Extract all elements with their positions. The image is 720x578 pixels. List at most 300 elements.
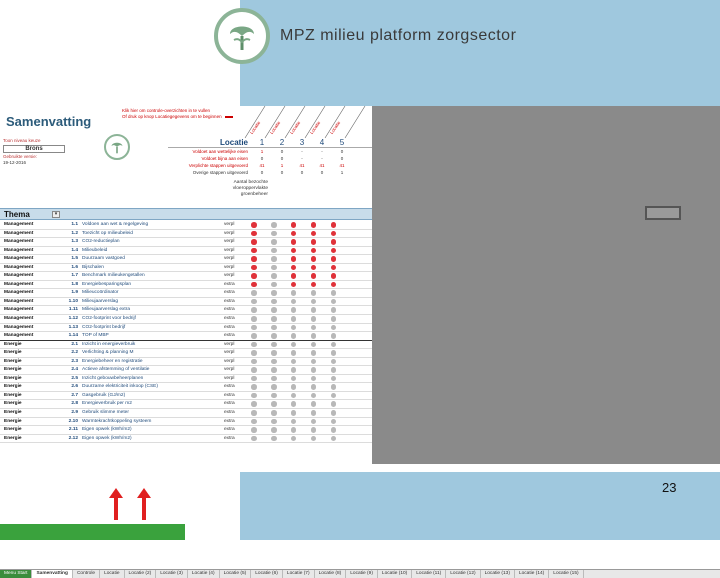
red-status-dot-icon [251,248,257,254]
row-number: 1.14 [68,333,78,339]
gray-status-dot-icon [331,290,337,296]
row-type: extra [224,281,235,287]
status-dots [244,222,343,228]
gray-status-dot-icon [311,393,317,399]
status-dots [244,290,343,296]
sheet-tab[interactable]: Locatie (14) [515,570,549,578]
gray-status-dot-icon [311,419,317,425]
row-type: verpl [224,367,235,373]
status-dots [244,333,343,339]
row-type: extra [224,410,235,416]
row-description[interactable]: Milieubeleid [82,247,108,253]
gray-status-dot-icon [271,325,277,331]
red-note [122,108,262,120]
sheet-tab[interactable]: Menu Start [0,570,32,578]
red-dash-icon [225,116,233,118]
status-dots [244,265,343,271]
row-description[interactable]: Benchmark milieukengetallen [82,273,145,279]
gray-status-dot-icon [251,436,257,442]
left-meta [3,138,65,166]
sheet-logo-icon [104,134,130,160]
status-dots [244,436,343,442]
row-number: 2.4 [71,367,78,373]
row-thema: Management [4,222,34,227]
sheet-tab[interactable]: Locatie (7) [283,570,315,578]
sheet-tab[interactable]: Locatie (2) [125,570,157,578]
sheet-tab[interactable]: Controle [73,570,100,578]
gray-status-dot-icon [251,333,257,339]
diagonal-lines [245,106,370,138]
diag-header-2: Locatie [268,120,282,135]
gray-status-dot-icon [271,248,277,254]
gray-status-dot-icon [291,410,297,416]
row-type: extra [224,324,235,330]
table-row[interactable] [0,409,372,418]
status-label: Voldoet bijna aan eisen [201,156,248,161]
status-dots [244,393,343,399]
red-status-dot-icon [311,248,317,254]
gray-status-dot-icon [291,290,297,296]
red-status-dot-icon [311,231,317,237]
table-row[interactable] [0,366,372,375]
mpz-tree-logo-icon [214,8,270,64]
row-thema: Management [4,307,34,313]
row-thema: Management [4,239,34,245]
table-row[interactable] [0,341,372,350]
row-thema: Energie [4,401,22,407]
status-row [168,148,372,155]
row-description[interactable]: Voldoen aan wet & regelgeving [82,222,149,227]
red-status-dot-icon [251,282,257,288]
row-type: verpl [224,375,235,381]
sheet-tab[interactable]: Locatie (9) [346,570,378,578]
row-type: extra [224,333,235,339]
gray-status-dot-icon [311,290,317,296]
row-description[interactable]: Energiebesparingsplan [82,281,132,287]
gray-status-dot-icon [291,333,297,339]
gray-status-dot-icon [271,359,277,365]
gray-status-dot-icon [251,290,257,296]
status-dots [244,325,343,331]
gray-status-dot-icon [271,367,277,373]
table-row[interactable] [0,426,372,435]
red-status-dot-icon [311,273,317,279]
thema-header-label: Thema [4,210,30,219]
status-dots [244,427,343,433]
aantal-line: Aantal bezochte [233,180,268,185]
sheet-tab[interactable]: Locatie (12) [446,570,480,578]
gray-status-dot-icon [251,376,257,382]
sheet-gray-box [645,206,681,220]
row-number: 1.4 [71,247,78,253]
status-dots [244,282,343,288]
gray-status-dot-icon [251,299,257,305]
red-status-dot-icon [311,239,317,245]
gray-status-dot-icon [291,307,297,313]
table-row[interactable] [0,281,372,290]
filter-dropdown-icon[interactable]: ▾ [52,211,60,218]
gray-status-dot-icon [311,333,317,339]
row-type: extra [224,427,235,433]
row-type: verpl [224,256,235,262]
red-status-dot-icon [251,222,257,228]
status-dots [244,384,343,390]
gray-status-dot-icon [311,350,317,356]
gray-status-dot-icon [251,350,257,356]
row-thema: Management [4,333,34,339]
row-number: 2.3 [71,358,78,364]
row-description[interactable]: Duurzaam vastgoed [82,256,125,262]
row-thema: Energie [4,384,22,390]
row-thema: Management [4,316,34,322]
status-label: Verplichte stappen uitgevoerd [188,163,248,168]
red-status-dot-icon [331,222,337,228]
table-row[interactable] [0,358,372,367]
gray-status-dot-icon [311,436,317,442]
sheet-tab[interactable]: Locatie (10) [378,570,412,578]
gray-status-dot-icon [311,427,317,433]
row-description[interactable]: Milieucoördinator [82,290,119,296]
red-status-dot-icon [331,273,337,279]
status-value: 0 [340,156,344,161]
gray-status-dot-icon [251,410,257,416]
gray-status-dot-icon [331,359,337,365]
status-dots [244,307,343,313]
green-footer-bar [0,524,185,540]
gray-status-dot-icon [291,419,297,425]
table-row[interactable] [0,298,372,307]
gray-status-dot-icon [311,325,317,331]
red-status-dot-icon [251,273,257,279]
red-note-line2[interactable]: Of druk op knop Locatiegegevens om te beginnen [122,114,222,119]
row-type: verpl [224,239,235,245]
gray-status-dot-icon [311,376,317,382]
status-value: 0 [260,170,264,175]
red-status-dot-icon [291,256,297,262]
gray-status-dot-icon [331,350,337,356]
gray-status-dot-icon [251,325,257,331]
row-type: extra [224,435,235,441]
meta-label-level: Toon niveau keuze [3,138,41,143]
sheet-tab[interactable]: Locatie (5) [220,570,252,578]
row-description[interactable]: Actieve afstemming of ventilatie [82,367,150,373]
locatie-num: 4 [319,138,325,147]
gray-status-dot-icon [291,299,297,305]
sheet-tab[interactable]: Locatie (15) [549,570,583,578]
status-value: 0 [300,170,304,175]
row-type: verpl [224,230,235,236]
row-type: verpl [224,273,235,279]
row-description[interactable]: Duurzame elektriciteit inkoop (CSE) [82,384,158,390]
gray-status-dot-icon [251,316,257,322]
status-dots [244,367,343,373]
diag-header-1: Locatie [248,120,262,135]
red-status-dot-icon [311,222,317,228]
row-thema: Management [4,247,34,253]
locatie-row [168,138,372,148]
table-row[interactable] [0,418,372,427]
gray-status-dot-icon [331,342,337,348]
red-status-dot-icon [291,273,297,279]
gray-status-dot-icon [331,325,337,331]
gray-status-dot-icon [251,401,257,407]
status-dots [244,316,343,322]
status-block [168,148,372,176]
status-dots [244,401,343,407]
status-dots [244,350,343,356]
gray-status-dot-icon [331,299,337,305]
table-row[interactable] [0,264,372,273]
table-row[interactable] [0,230,372,239]
row-thema: Energie [4,410,22,416]
table-row[interactable] [0,435,372,444]
gray-status-dot-icon [331,419,337,425]
red-status-dot-icon [291,248,297,254]
table-row[interactable] [0,272,372,281]
gray-status-dot-icon [251,307,257,313]
row-description[interactable]: Toezicht op milieubeleid [82,230,133,236]
red-status-dot-icon [291,282,297,288]
gray-status-dot-icon [271,342,277,348]
gray-status-dot-icon [331,393,337,399]
gray-status-dot-icon [311,316,317,322]
row-description[interactable]: Milieujaarverslag extra [82,307,130,313]
row-type: extra [224,307,235,313]
table-row[interactable] [0,375,372,384]
row-thema: Energie [4,358,22,364]
gray-status-dot-icon [331,384,337,390]
row-type: verpl [224,358,235,364]
sheet-tab[interactable]: Locatie (13) [481,570,515,578]
sheet-tab[interactable]: Locatie (4) [188,570,220,578]
row-description[interactable]: Energiebeheer en registratie [82,358,143,364]
table-row[interactable] [0,289,372,298]
row-thema: Energie [4,418,22,424]
gray-status-dot-icon [271,316,277,322]
table-row[interactable] [0,247,372,256]
row-thema: Management [4,324,34,330]
row-description[interactable]: Verlichting & planning M [82,350,134,356]
row-number: 2.9 [71,410,78,416]
gray-status-dot-icon [311,359,317,365]
gray-status-dot-icon [291,376,297,382]
table-row[interactable] [0,332,372,341]
gray-status-dot-icon [271,410,277,416]
status-dots [244,410,343,416]
row-type: verpl [224,264,235,270]
diag-header-5: Locatie [328,120,342,135]
gray-status-dot-icon [271,256,277,262]
gray-status-dot-icon [271,384,277,390]
row-description[interactable]: CO2-footprint bedrijf [82,324,126,330]
gray-status-dot-icon [271,222,277,228]
gray-status-dot-icon [331,427,337,433]
diag-header-3: Locatie [288,120,302,135]
row-type: extra [224,392,235,398]
gray-status-dot-icon [291,393,297,399]
gray-status-dot-icon [271,307,277,313]
red-status-dot-icon [291,222,297,228]
status-row [168,162,372,169]
row-description[interactable]: Energieverbruik per m2 [82,401,132,407]
gray-status-dot-icon [251,427,257,433]
sheet-tab[interactable]: Samenvatting [32,570,72,578]
gray-status-dot-icon [291,316,297,322]
row-number: 1.10 [68,298,78,304]
row-description[interactable]: Gasgebruik (GJ/m2) [82,392,126,398]
gray-status-dot-icon [311,299,317,305]
row-description[interactable]: Inzicht gebouwbeheerplanen [82,375,144,381]
status-value: 1 [280,163,284,168]
gray-status-dot-icon [331,333,337,339]
row-description[interactable]: Eigen opwek (kWh/m2) [82,427,132,433]
row-description[interactable]: Warmtekrachtkoppeling systeem [82,418,152,424]
row-description[interactable]: Inzicht in energieverbruik [82,341,136,347]
gray-status-dot-icon [291,367,297,373]
row-type: verpl [224,222,235,227]
red-note-line1[interactable]: Klik hier om controle-overzichten in te vullen [122,108,211,113]
row-description[interactable]: CO2-footprint voor bedrijf [82,316,136,322]
gray-status-dot-icon [271,265,277,271]
status-value: 1 [340,170,344,175]
row-description[interactable]: Bijschalen [82,264,104,270]
gray-status-dot-icon [271,239,277,245]
red-status-dot-icon [251,231,257,237]
status-value: 41 [259,163,265,168]
row-thema: Management [4,256,34,262]
gray-status-dot-icon [311,367,317,373]
row-type: extra [224,384,235,390]
row-thema: Energie [4,341,22,347]
status-value: 0 [280,156,284,161]
gray-status-dot-icon [251,359,257,365]
row-description[interactable]: Eigen opwek (kWh/m2) [82,435,132,441]
table-row[interactable] [0,383,372,392]
row-type: verpl [224,341,235,347]
gray-status-dot-icon [271,427,277,433]
status-value: - [321,156,323,161]
row-number: 2.7 [71,392,78,398]
table-row[interactable] [0,324,372,333]
gray-status-dot-icon [311,401,317,407]
row-type: verpl [224,350,235,356]
table-row[interactable] [0,306,372,315]
row-thema: Management [4,230,34,236]
red-status-dot-icon [251,239,257,245]
sheet-gray-area [372,106,720,464]
table-row[interactable] [0,392,372,401]
row-description[interactable]: TOP of MBP [82,333,109,339]
locatie-num: 5 [339,138,345,147]
locatie-num: 2 [279,138,285,147]
gray-status-dot-icon [271,376,277,382]
level-select[interactable]: Brons [3,145,65,153]
row-description[interactable]: Milieujaarverslag [82,298,118,304]
gray-status-dot-icon [291,342,297,348]
sheet-tab[interactable]: Locatie (3) [156,570,188,578]
red-status-dot-icon [251,265,257,271]
row-description[interactable]: Gebruik slimme meter [82,410,129,416]
row-number: 2.1 [71,341,78,347]
status-value: - [301,156,303,161]
table-row[interactable] [0,238,372,247]
row-number: 1.3 [71,239,78,245]
status-dots [244,299,343,305]
gray-status-dot-icon [251,384,257,390]
row-type: extra [224,418,235,424]
row-number: 1.8 [71,281,78,287]
red-status-dot-icon [251,256,257,262]
red-status-dot-icon [331,239,337,245]
table-row[interactable] [0,315,372,324]
gray-status-dot-icon [271,290,277,296]
gray-status-dot-icon [331,401,337,407]
gray-status-dot-icon [271,231,277,237]
sheet-tab[interactable]: Locatie [100,570,124,578]
gray-status-dot-icon [291,384,297,390]
sheet-tab[interactable]: Locatie (8) [315,570,347,578]
status-dots [244,273,343,279]
row-type: extra [224,316,235,322]
status-label: Voldoet aan wettelijke eisen [192,149,248,154]
gray-status-dot-icon [311,384,317,390]
row-number: 2.10 [68,418,78,424]
gray-status-dot-icon [271,273,277,279]
row-thema: Management [4,290,34,296]
red-status-dot-icon [311,282,317,288]
locatie-num: 1 [259,138,265,147]
status-value: 41 [299,163,305,168]
row-number: 2.6 [71,384,78,390]
row-thema: Management [4,273,34,279]
status-dots [244,231,343,237]
red-status-dot-icon [331,231,337,237]
row-number: 1.9 [71,290,78,296]
gray-status-dot-icon [331,367,337,373]
sheet-tab[interactable]: Locatie (6) [251,570,283,578]
locatie-num: 3 [299,138,305,147]
table-row[interactable] [0,221,372,230]
status-value: 1 [260,149,264,154]
row-thema: Management [4,281,34,287]
meta-date: 19-12-2016 [3,160,27,165]
table-row[interactable] [0,255,372,264]
row-number: 2.8 [71,401,78,407]
row-description[interactable]: CO2-reductieplan [82,239,120,245]
status-value: 0 [340,149,344,154]
gray-status-dot-icon [291,401,297,407]
gray-status-dot-icon [331,307,337,313]
thema-header [0,208,372,220]
status-dots [244,342,343,348]
table-row[interactable] [0,349,372,358]
table-row[interactable] [0,400,372,409]
red-status-dot-icon [331,282,337,288]
gray-status-dot-icon [311,342,317,348]
row-number: 1.7 [71,273,78,279]
diag-header-4: Locatie [308,120,322,135]
sheet-title: Samenvatting [6,114,92,129]
row-number: 1.6 [71,264,78,270]
status-value: 0 [320,170,324,175]
gray-status-dot-icon [331,436,337,442]
sheet-tab[interactable]: Locatie (11) [412,570,446,578]
status-row [168,155,372,162]
row-number: 1.13 [68,324,78,330]
red-status-dot-icon [291,265,297,271]
status-value: 0 [260,156,264,161]
meta-label-version: Gebruikte versie: [3,154,38,159]
